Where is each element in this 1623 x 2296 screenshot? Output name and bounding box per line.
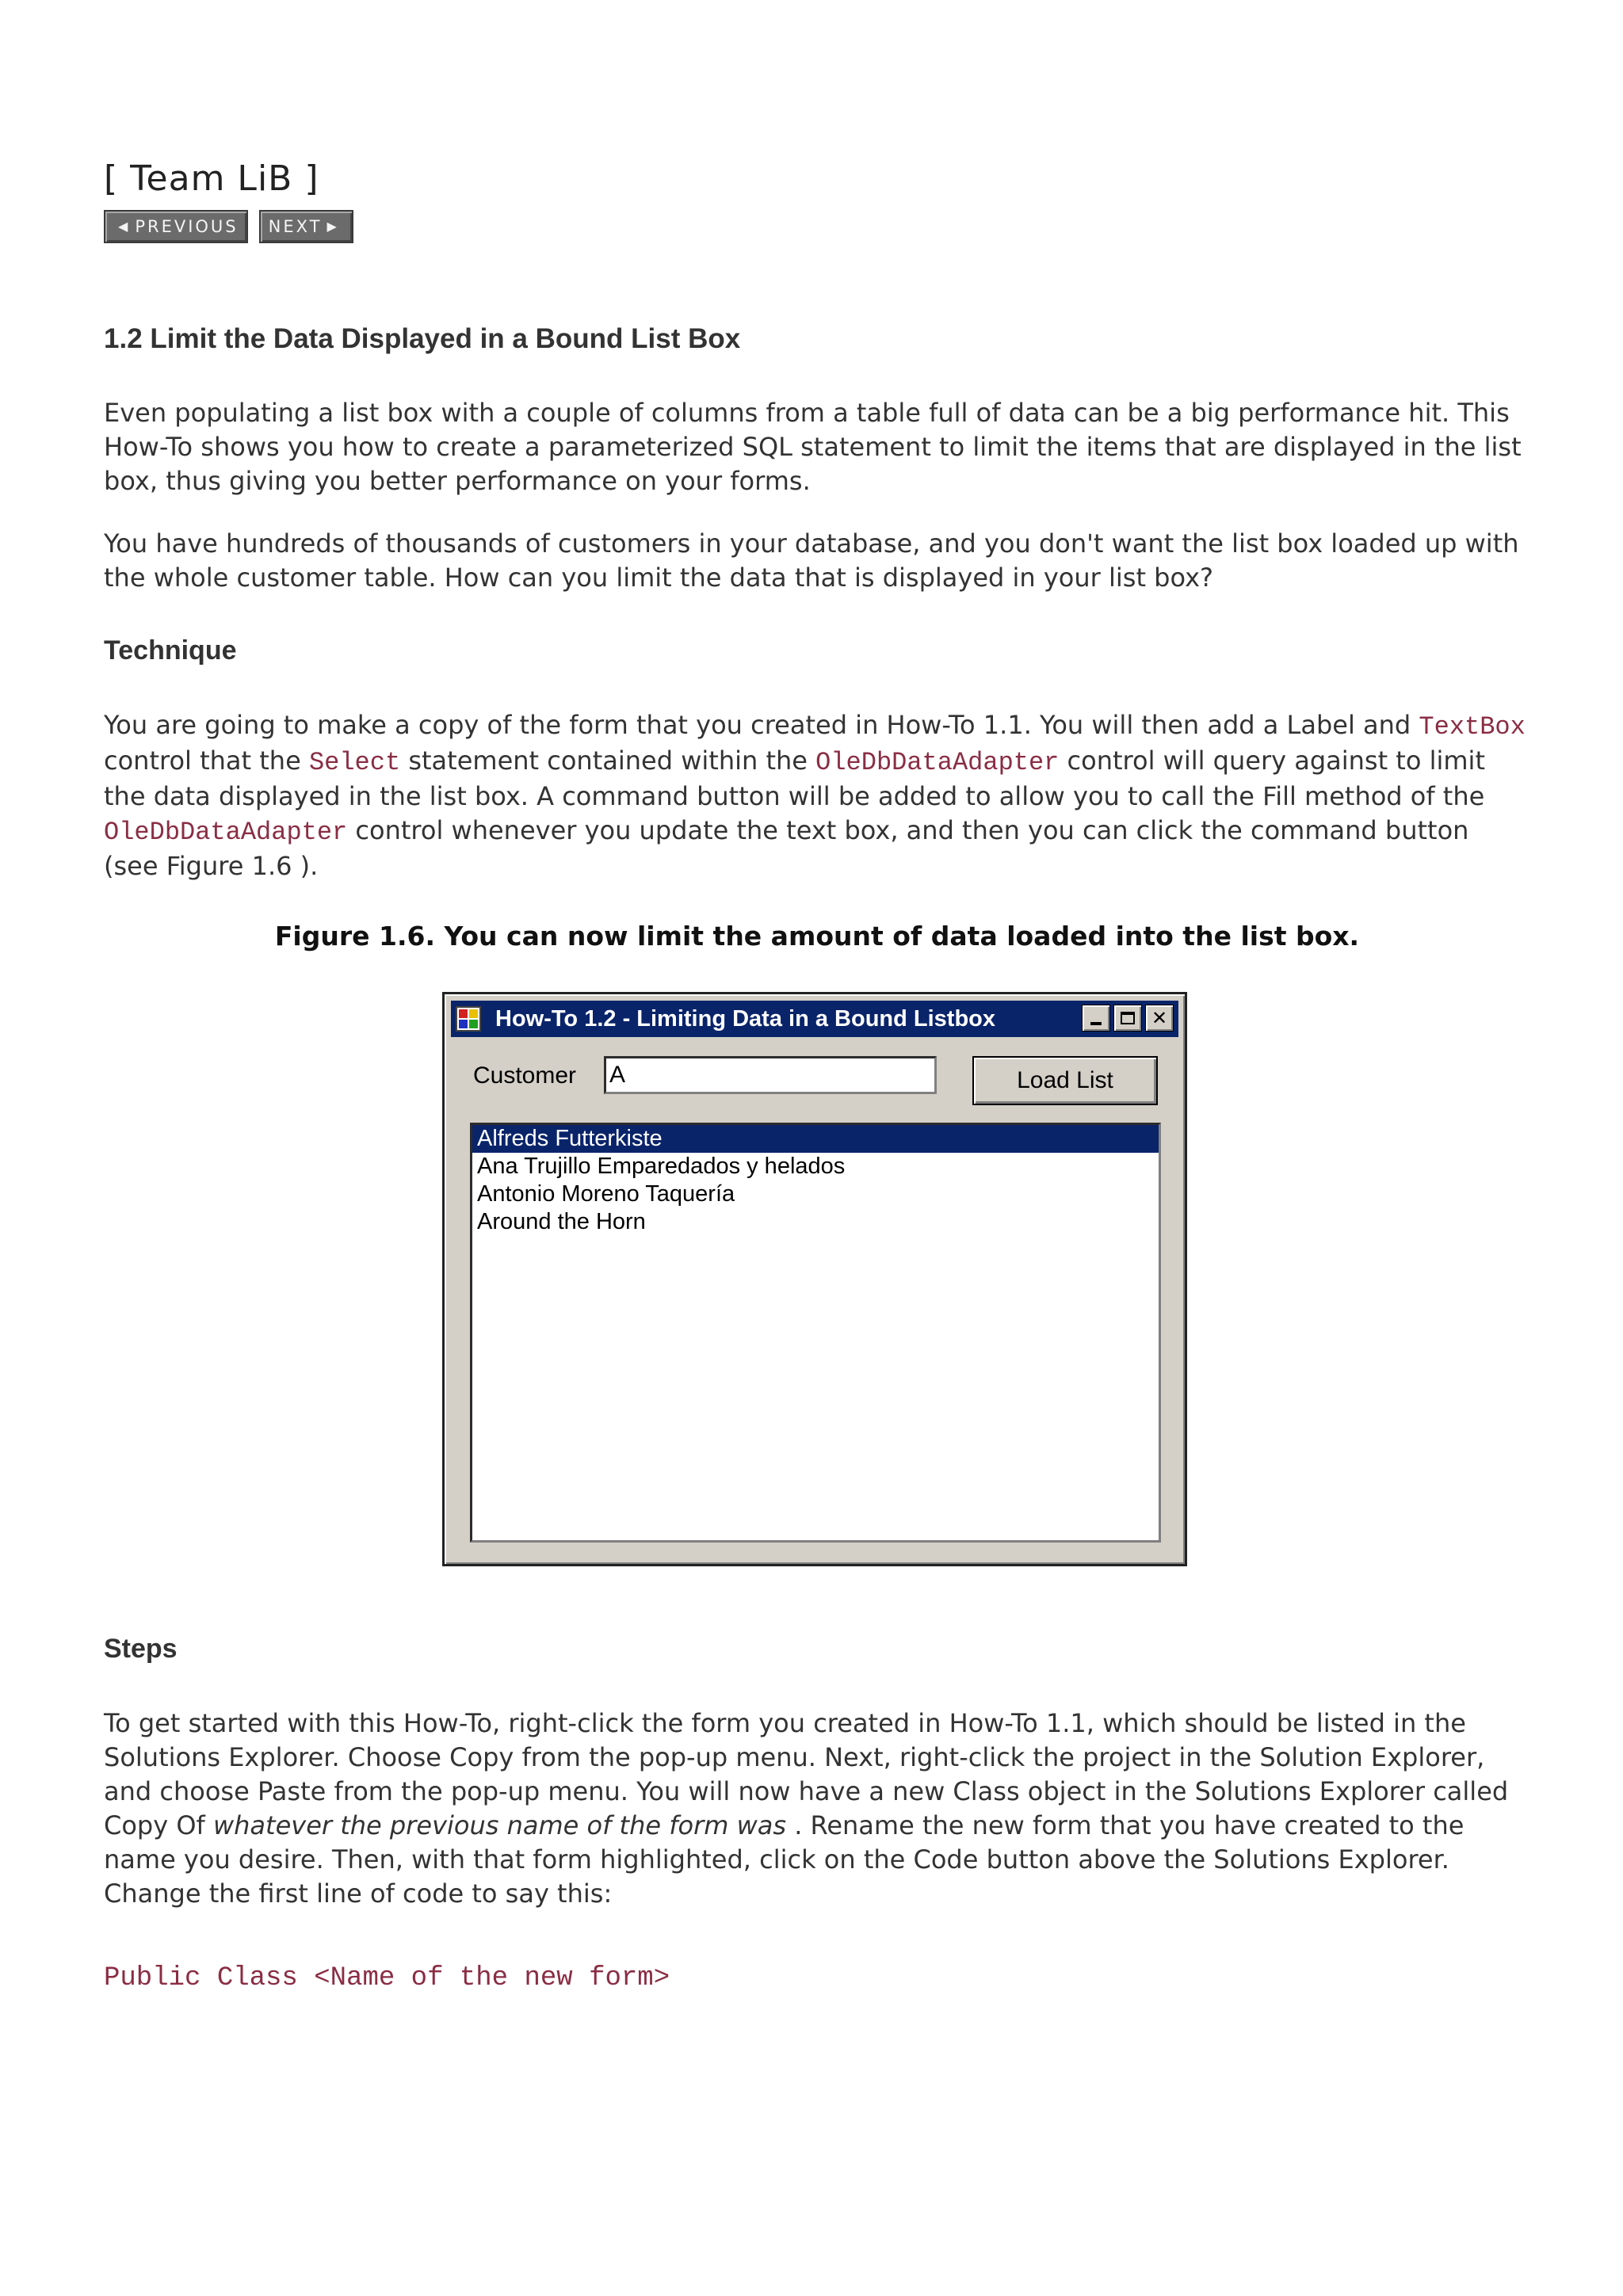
maximize-icon bbox=[1121, 1012, 1135, 1024]
load-list-button[interactable]: Load List bbox=[972, 1056, 1158, 1105]
technique-text-3: statement contained within the bbox=[400, 746, 816, 776]
close-button[interactable] bbox=[1145, 1005, 1174, 1032]
team-lib-header: [ Team LiB ] bbox=[104, 158, 319, 199]
steps-heading: Steps bbox=[104, 1634, 178, 1664]
list-item[interactable]: Around the Horn bbox=[477, 1209, 646, 1234]
page bbox=[104, 158, 1530, 1909]
technique-text-4: control will query against to limit the data displayed in the list box. A command button will be added to allow you to call the Fill method of the bbox=[104, 746, 1485, 811]
technique-heading: Technique bbox=[104, 635, 237, 666]
list-item[interactable]: Ana Trujillo Emparedados y helados bbox=[477, 1154, 846, 1179]
steps-italic: whatever the previous name of the form was bbox=[212, 1810, 787, 1840]
technique-paragraph bbox=[104, 708, 1530, 883]
chevron-left-icon: ◀ bbox=[118, 219, 131, 235]
close-icon: ✕ bbox=[1151, 1007, 1168, 1029]
code-public-class: Public Class <Name of the new form> bbox=[104, 1963, 670, 1993]
previous-label: PREVIOUS bbox=[135, 216, 239, 236]
steps-text-2: . Rename the new form that you have created to the name you desire. Then, with that form highlighted, click on the Code button above the Solutions Explorer. Change the first line of code to say this: bbox=[104, 1810, 1465, 1909]
customer-input[interactable] bbox=[604, 1056, 937, 1094]
technique-text-5: control whenever you update the text box, and then you can click the command button (see Figure 1.6 ). bbox=[104, 815, 1469, 881]
customer-listbox[interactable] bbox=[470, 1123, 1161, 1543]
technique-text-1: You are going to make a copy of the form that you created in How-To 1.1. You will then add a Label and bbox=[104, 710, 1419, 740]
customer-label: Customer bbox=[473, 1062, 577, 1089]
window-title: How-To 1.2 - Limiting Data in a Bound Listbox bbox=[495, 1005, 996, 1032]
list-item[interactable]: Antonio Moreno Taquería bbox=[477, 1181, 735, 1207]
window-controls bbox=[1082, 1005, 1174, 1032]
maximize-button[interactable] bbox=[1113, 1005, 1142, 1032]
dialog-window bbox=[442, 992, 1187, 1566]
figure-caption: Figure 1.6. You can now limit the amount of data loaded into the list box. bbox=[274, 921, 1360, 952]
nav-bar bbox=[104, 210, 1530, 243]
code-oledbdataadapter-2: OleDbDataAdapter bbox=[104, 818, 348, 847]
intro-paragraph-2: You have hundreds of thousands of customers in your database, and you don't want the list box loaded up with the whole customer table. How can you limit the data that is displayed in your list box? bbox=[104, 528, 1519, 593]
minimize-icon bbox=[1090, 1022, 1102, 1025]
next-button[interactable] bbox=[259, 210, 353, 243]
code-oledbdataadapter: OleDbDataAdapter bbox=[815, 748, 1060, 777]
list-item[interactable]: Alfreds Futterkiste bbox=[472, 1125, 1159, 1153]
app-icon bbox=[456, 1006, 481, 1032]
minimize-button[interactable] bbox=[1082, 1005, 1110, 1032]
code-select: Select bbox=[308, 748, 401, 777]
technique-text-2: control that the bbox=[104, 746, 309, 776]
code-textbox: TextBox bbox=[1419, 712, 1526, 742]
steps-paragraph bbox=[104, 1707, 1530, 1911]
next-label: NEXT bbox=[268, 216, 323, 236]
section-title: 1.2 Limit the Data Displayed in a Bound List Box bbox=[104, 323, 741, 354]
previous-button[interactable] bbox=[104, 210, 248, 243]
chevron-right-icon: ▶ bbox=[327, 219, 339, 235]
steps-text-1: To get started with this How-To, right-click the form you created in How-To 1.1, which should be listed in the Solutions Explorer. Choose Copy from the pop-up menu. Next, right-click the project in the Solution Explorer, and choose Paste from the pop-up menu. You will now have a new Class object in the Solutions Explorer called Copy Of bbox=[104, 1708, 1509, 1840]
window-titlebar[interactable] bbox=[451, 1001, 1178, 1037]
intro-paragraph-1: Even populating a list box with a couple of columns from a table full of data can be a big performance hit. This How-To shows you how to create a parameterized SQL statement to limit the items that are displayed in the list box, thus giving you better performance on your forms. bbox=[104, 398, 1522, 496]
